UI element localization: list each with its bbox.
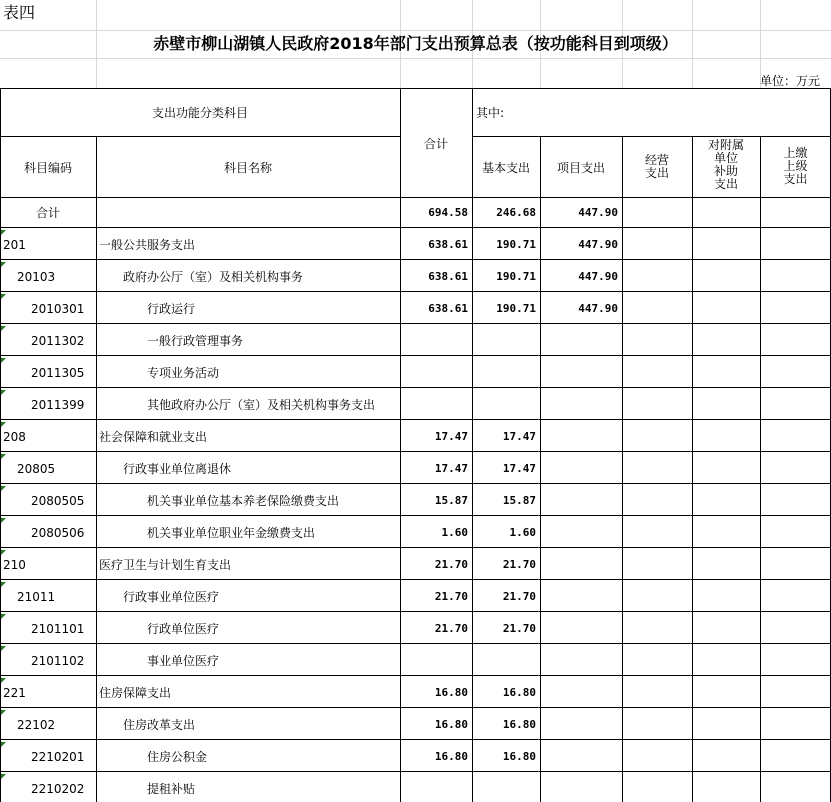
row-basic: 17.47	[502, 462, 536, 475]
row-name: 机关事业单位职业年金缴费支出	[147, 526, 316, 540]
row-total: 16.80	[434, 750, 468, 763]
cell-border	[0, 259, 831, 260]
row-name: 医疗卫生与计划生育支出	[99, 558, 232, 572]
row-project: 447.90	[578, 302, 618, 315]
cell-border	[0, 387, 831, 388]
cell-border	[0, 515, 831, 516]
cell-border	[0, 483, 831, 484]
cell-border	[0, 291, 831, 292]
cell-border	[0, 227, 831, 228]
cell-border	[0, 30, 831, 31]
cell-marker-icon	[1, 518, 6, 523]
cell-border	[0, 579, 831, 580]
cell-border	[0, 707, 831, 708]
cell-border	[0, 643, 831, 644]
row-basic: 190.71	[496, 302, 536, 315]
row-total: 21.70	[434, 622, 468, 635]
sheet-label: 表四	[3, 3, 36, 22]
cell-marker-icon	[1, 646, 6, 651]
cell-border	[0, 451, 831, 452]
row-code: 21011	[17, 590, 56, 604]
cell-marker-icon	[1, 742, 6, 747]
cell-border	[0, 739, 831, 740]
cell-border	[472, 136, 831, 137]
header-total: 合计	[423, 137, 448, 151]
cell-border	[0, 88, 831, 89]
row-total: 638.61	[428, 302, 468, 315]
cell-border	[0, 323, 831, 324]
row-project: 447.90	[578, 206, 618, 219]
row-total: 21.70	[434, 590, 468, 603]
row-basic: 21.70	[502, 622, 536, 635]
row-project: 447.90	[578, 238, 618, 251]
header-subsidy: 对附属 单位 补助 支出	[707, 138, 744, 191]
row-basic: 21.70	[502, 590, 536, 603]
header-name: 科目名称	[223, 161, 272, 175]
row-total: 1.60	[441, 526, 468, 539]
row-name: 专项业务活动	[147, 366, 220, 380]
cell-border	[0, 355, 831, 356]
row-name: 机关事业单位基本养老保险缴费支出	[147, 494, 340, 508]
cell-marker-icon	[1, 390, 6, 395]
header-project: 项目支出	[556, 161, 605, 175]
row-total: 638.61	[428, 270, 468, 283]
cell-border	[0, 771, 831, 772]
header-remit: 上缴 上级 支出	[783, 146, 808, 186]
header-code: 科目编码	[23, 161, 72, 175]
row-total: 694.58	[428, 206, 468, 219]
row-code: 2210202	[31, 782, 85, 796]
cell-marker-icon	[1, 326, 6, 331]
row-basic: 21.70	[502, 558, 536, 571]
row-code: 2101102	[31, 654, 85, 668]
row-total: 15.87	[434, 494, 468, 507]
cell-marker-icon	[1, 582, 6, 587]
cell-border	[0, 547, 831, 548]
row-basic: 190.71	[496, 270, 536, 283]
row-basic: 17.47	[502, 430, 536, 443]
cell-marker-icon	[1, 454, 6, 459]
row-code: 20805	[17, 462, 56, 476]
row-total: 638.61	[428, 238, 468, 251]
row-name: 一般行政管理事务	[147, 334, 244, 348]
cell-marker-icon	[1, 550, 6, 555]
cell-marker-icon	[1, 614, 6, 619]
cell-marker-icon	[1, 486, 6, 491]
cell-border	[0, 197, 831, 198]
row-name: 行政事业单位离退休	[123, 462, 232, 476]
row-total: 16.80	[434, 718, 468, 731]
cell-marker-icon	[1, 230, 6, 235]
row-basic: 15.87	[502, 494, 536, 507]
row-basic: 16.80	[502, 686, 536, 699]
row-code: 22102	[17, 718, 56, 732]
cell-marker-icon	[1, 262, 6, 267]
row-code: 2210201	[31, 750, 85, 764]
row-name: 其他政府办公厅（室）及相关机构事务支出	[147, 398, 376, 412]
cell-marker-icon	[1, 294, 6, 299]
row-code: 20103	[17, 270, 56, 284]
row-basic: 246.68	[496, 206, 536, 219]
unit-label: 单位：万元	[760, 74, 821, 88]
row-name: 住房公积金	[147, 750, 208, 764]
header-basic: 基本支出	[481, 161, 530, 175]
cell-marker-icon	[1, 774, 6, 779]
cell-marker-icon	[1, 358, 6, 363]
cell-marker-icon	[1, 710, 6, 715]
cell-border	[692, 136, 693, 802]
row-code: 2011305	[31, 366, 85, 380]
row-code: 2080506	[31, 526, 85, 540]
row-code: 2010301	[31, 302, 85, 316]
row-name: 行政事业单位医疗	[123, 590, 220, 604]
cell-marker-icon	[1, 422, 6, 427]
row-basic: 1.60	[509, 526, 536, 539]
row-project: 447.90	[578, 270, 618, 283]
row-name: 社会保障和就业支出	[99, 430, 208, 444]
row-code: 2101101	[31, 622, 85, 636]
row-code: 210	[3, 558, 26, 572]
row-total: 17.47	[434, 430, 468, 443]
row-code: 合计	[36, 206, 61, 220]
cell-border	[0, 88, 1, 802]
row-total: 21.70	[434, 558, 468, 571]
row-basic: 16.80	[502, 718, 536, 731]
row-name: 住房改革支出	[123, 718, 196, 732]
row-name: 行政单位医疗	[147, 622, 220, 636]
header-of-which: 其中:	[476, 106, 505, 120]
cell-border	[0, 419, 831, 420]
cell-border	[760, 136, 761, 802]
row-code: 2080505	[31, 494, 85, 508]
row-basic: 190.71	[496, 238, 536, 251]
row-code: 221	[3, 686, 26, 700]
row-code: 2011302	[31, 334, 85, 348]
row-basic: 16.80	[502, 750, 536, 763]
row-total: 17.47	[434, 462, 468, 475]
row-name: 行政运行	[147, 302, 196, 316]
cell-border	[96, 136, 97, 802]
row-name: 事业单位医疗	[147, 654, 220, 668]
row-code: 2011399	[31, 398, 85, 412]
row-name: 提租补贴	[147, 782, 196, 796]
cell-border	[622, 136, 623, 802]
row-code: 208	[3, 430, 26, 444]
row-code: 201	[3, 238, 26, 252]
cell-border	[0, 675, 831, 676]
row-name: 住房保障支出	[99, 686, 172, 700]
row-total: 16.80	[434, 686, 468, 699]
cell-border	[0, 136, 400, 137]
header-business: 经营 支出	[644, 153, 669, 180]
cell-border	[540, 136, 541, 802]
page-title: 赤壁市柳山湖镇人民政府2018年部门支出预算总表（按功能科目到项级）	[153, 34, 678, 53]
cell-border	[0, 58, 831, 59]
header-category-group: 支出功能分类科目	[151, 106, 248, 120]
cell-border	[0, 611, 831, 612]
cell-marker-icon	[1, 678, 6, 683]
row-name: 一般公共服务支出	[99, 238, 196, 252]
row-name: 政府办公厅（室）及相关机构事务	[123, 270, 304, 284]
